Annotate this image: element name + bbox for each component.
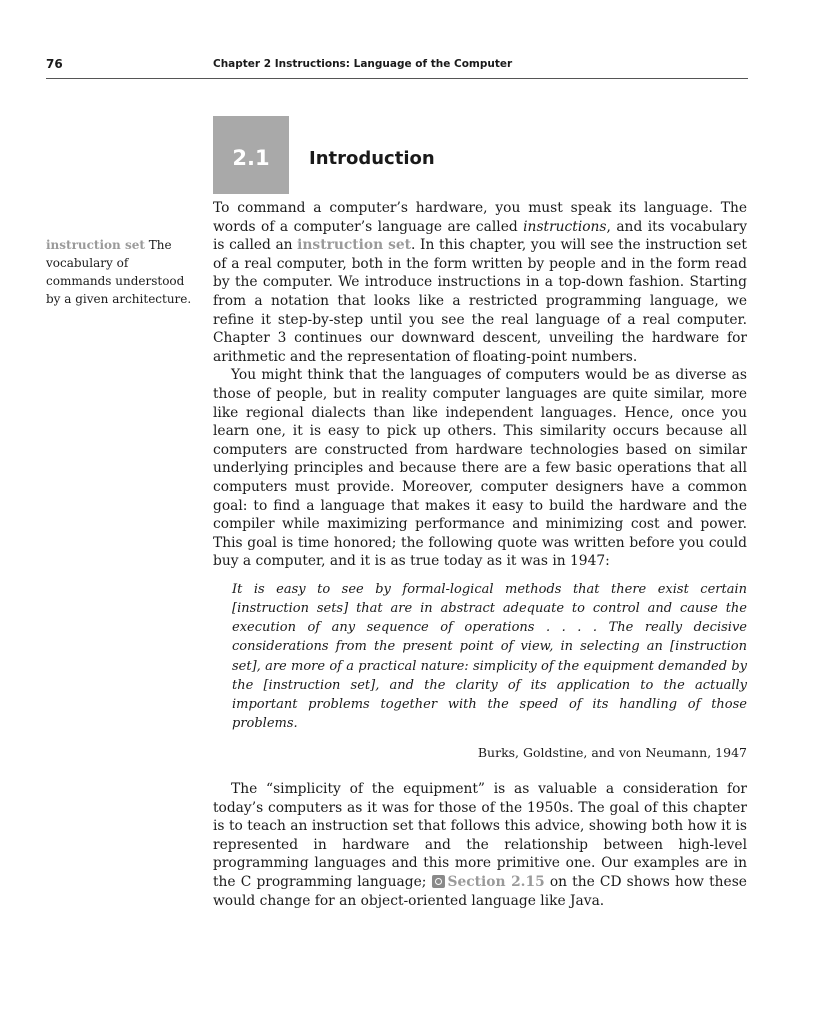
glossary-term-instruction-set[interactable]: instruction set [297, 237, 412, 254]
margin-definition-text: The vocabulary of commands understood by a given architecture. [46, 238, 192, 306]
margin-definition [46, 236, 196, 308]
section-2-15-link[interactable]: Section 2.15 [447, 874, 545, 891]
section-title: Introduction [309, 148, 435, 169]
page-header [46, 57, 747, 71]
p3-text-a: The “simplicity of the equipment” is as valuable a consideration for today’s computers as it was for those of the 1950s. The goal of this chapter is to teach an instruction set that follows this advice, showing both how it is represented in hardware and the relationship between high-level programming languages and this more primitive one. Our examples are in the C programming language; [213, 781, 747, 891]
paragraph-3 [213, 780, 747, 910]
p1-text-b: , and its vocabulary is called an [213, 218, 747, 254]
page-number: 76 [46, 57, 63, 71]
paragraph-2: You might think that the languages of computers would be as diverse as those of people, but in reality computer languages are quite similar, more like regional dialects than like independent languages. Hence, once you learn one, it is easy to pick up others. This similarity occurs because all computers are constructed from hardware technologies based on similar underlying principles and because there are a few basic operations that all computers must provide. Moreover, computer designers have a common goal: to find a language that makes it easy to build the hardware and the compiler while maximizing performance and minimizing cost and power. This goal is time honored; the following quote was written before you could buy a computer, and it is as true today as it was in 1947: [213, 367, 747, 570]
p1-text-a: To command a computer’s hardware, you must speak its language. The words of a computer’s language are called [213, 200, 747, 235]
section-number-box [213, 116, 289, 194]
block-quote: It is easy to see by formal-logical methods that there exist certain [instruction sets] that are in abstract adequate to control and cause the execution of any sequence of operations . . . . The really decisive considerations from the present point of view, in selecting an [instruction set], are more of a practical nature: simplicity of the equipment demanded by the [instruction set], and the clarity of its application to the actually important problems together with the speed of its handling of those problems. [232, 581, 747, 732]
header-rule [46, 78, 748, 79]
cd-icon [432, 875, 445, 888]
p3-text-b: on the CD shows how these would change for an object-oriented language like Java. [213, 874, 747, 909]
paragraph-1 [213, 199, 747, 366]
running-head: Chapter 2 Instructions: Language of the Computer [213, 58, 513, 70]
p1-emphasis: instructions [523, 218, 607, 235]
margin-term: instruction set [46, 238, 145, 252]
quote-attribution: Burks, Goldstine, and von Neumann, 1947 [477, 744, 747, 760]
main-text [213, 199, 747, 910]
p1-text-c: . In this chapter, you will see the instruction set of a real computer, both in the form written by people and in the form read by the computer. We introduce instructions in a top-down fashion. Starting from a notation that looks like a restricted programming language, we refine it step-by-step until you see the real language of a real computer. Chapter 3 continues our downward descent, unveiling the hardware for arithmetic and the representation of floating-point numbers. [213, 237, 747, 365]
section-number: 2.1 [232, 146, 270, 170]
